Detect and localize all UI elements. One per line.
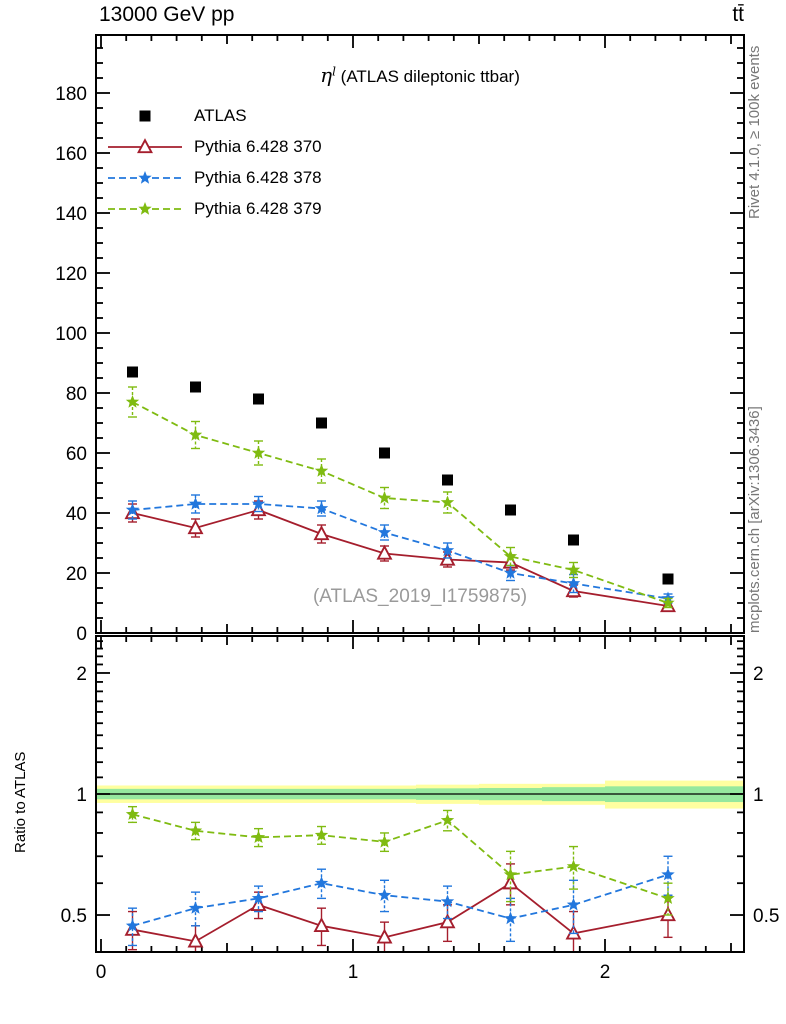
legend-sample-3	[108, 202, 182, 215]
legend-label-pythia-378: Pythia 6.428 378	[194, 167, 322, 187]
svg-text:1: 1	[753, 785, 764, 806]
process-title: tt̄	[732, 3, 744, 26]
svg-text:2: 2	[753, 663, 764, 685]
svg-text:20: 20	[65, 564, 87, 585]
pythia-379-star-marker-icon	[106, 199, 184, 219]
legend-sample-svg	[106, 137, 184, 157]
beam-energy-title: 13000 GeV pp	[99, 3, 235, 26]
ratio-series-pythia-6-428-370	[126, 864, 674, 958]
svg-text:1: 1	[76, 785, 87, 806]
ratio-series-pythia-6-428-378	[126, 856, 675, 945]
svg-text:0: 0	[76, 624, 87, 645]
eta-superscript: l	[332, 64, 336, 79]
svg-text:60: 60	[65, 444, 87, 465]
svg-text:0.5: 0.5	[753, 906, 780, 928]
mcplots-reference-label: mcplots.cern.ch [arXiv:1306.3436]	[746, 406, 763, 633]
svg-text:40: 40	[65, 504, 87, 525]
main-series-atlas	[127, 367, 674, 585]
observable-title	[96, 63, 744, 87]
observable-title-rest: (ATLAS dileptonic ttbar)	[335, 67, 520, 86]
svg-text:160: 160	[55, 144, 87, 165]
pythia-370-triangle-marker-icon	[106, 137, 184, 157]
legend	[106, 100, 322, 224]
main-series-pythia-6-428-379	[126, 387, 675, 609]
svg-text:2: 2	[599, 962, 611, 983]
legend-sample-svg	[106, 106, 184, 126]
legend-sample-svg	[106, 199, 184, 219]
eta-symbol: η	[320, 63, 333, 87]
atlas-square-marker-icon	[106, 106, 184, 126]
legend-item-pythia-370	[106, 131, 322, 162]
svg-text:140: 140	[55, 204, 87, 225]
legend-item-atlas	[106, 100, 322, 131]
legend-sample-1	[108, 140, 182, 152]
ratio-axis-label: Ratio to ATLAS	[12, 751, 29, 853]
svg-text:120: 120	[55, 264, 87, 285]
legend-label-pythia-379: Pythia 6.428 379	[194, 198, 322, 218]
legend-sample-svg	[106, 168, 184, 188]
svg-text:0: 0	[95, 962, 107, 983]
legend-item-pythia-379	[106, 193, 322, 224]
legend-label-atlas: ATLAS	[194, 105, 247, 125]
svg-text:180: 180	[55, 84, 87, 105]
rivet-version-label: Rivet 4.1.0, ≥ 100k events	[746, 45, 763, 219]
svg-text:0.5: 0.5	[60, 906, 87, 928]
legend-sample-2	[108, 171, 182, 184]
legend-label-pythia-370: Pythia 6.428 370	[194, 136, 322, 156]
ratio-uncertainty-band	[96, 781, 744, 809]
ratio-series-pythia-6-428-379	[126, 807, 675, 915]
legend-item-pythia-378	[106, 162, 322, 193]
svg-text:80: 80	[65, 384, 87, 405]
svg-text:2: 2	[76, 663, 87, 685]
pythia-378-star-marker-icon	[106, 168, 184, 188]
legend-sample-0	[140, 110, 151, 121]
analysis-id-watermark: (ATLAS_2019_I1759875)	[312, 586, 528, 607]
svg-text:100: 100	[55, 324, 87, 345]
svg-text:1: 1	[347, 962, 359, 983]
